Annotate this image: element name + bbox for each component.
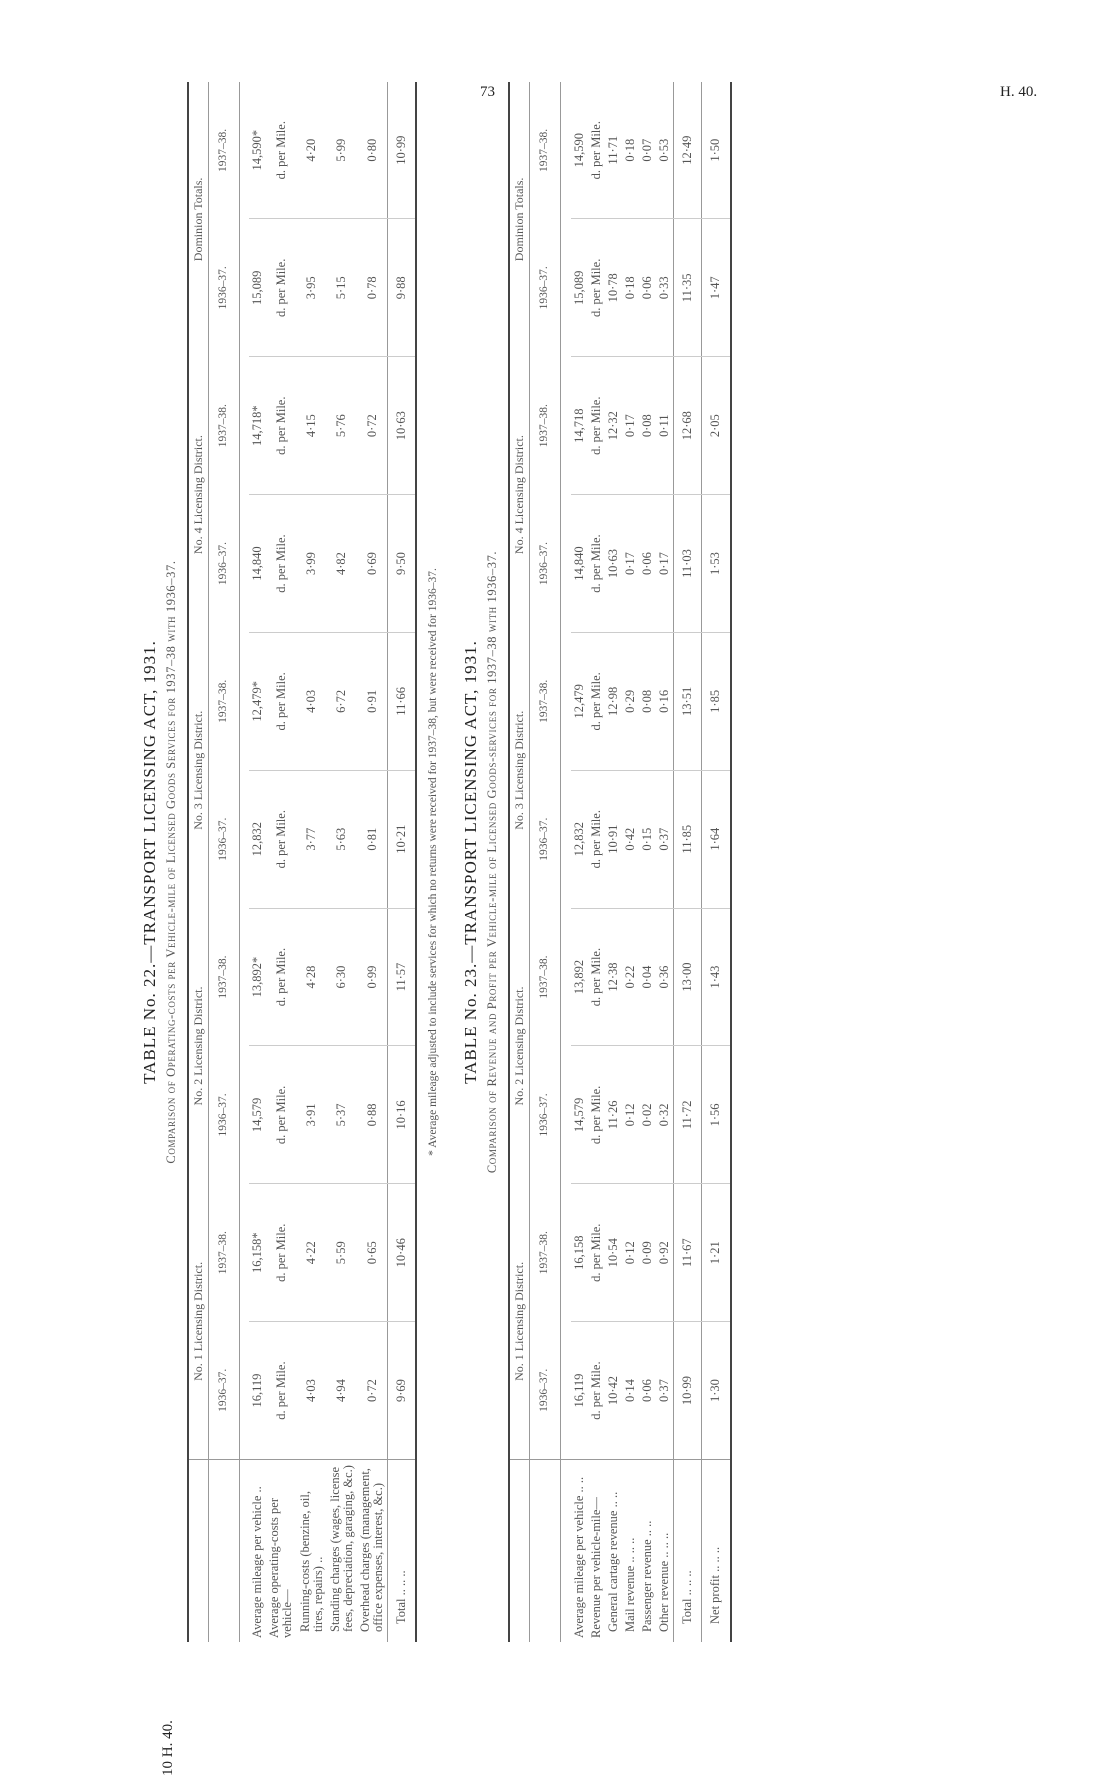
table-23-year: 1937–38. (530, 82, 561, 219)
cell: d. per Mile. (266, 1046, 296, 1184)
table-row (297, 82, 327, 1642)
cell: 14,718* (249, 357, 266, 495)
table-23-corner-2 (530, 1460, 561, 1643)
table-22-subtitle: Comparison of Operating-costs per Vehicle-mile of Licensed Goods Services for 1937–38 with 1936–37. (164, 560, 178, 1164)
cell: 3·77 (297, 770, 327, 908)
cell: 11·67 (674, 1184, 702, 1322)
cell: 1·50 (702, 82, 731, 219)
table-23 (508, 82, 731, 1642)
cell: 0·06 (639, 495, 656, 633)
cell: 10·63 (605, 495, 622, 633)
cell: 0·04 (639, 908, 656, 1046)
cell: d. per Mile. (266, 495, 296, 633)
table-22-group-4: No. 4 Licensing District. (188, 357, 208, 633)
cell: 0·99 (357, 908, 388, 1046)
cell: 5·37 (327, 1046, 357, 1184)
cell: 10·46 (388, 1184, 417, 1322)
cell: 0·72 (357, 357, 388, 495)
cell: 0·18 (622, 219, 639, 357)
table-23-group-2: No. 2 Licensing District. (509, 908, 529, 1184)
table-22-year: 1937–38. (208, 1184, 239, 1322)
cell: 4·03 (297, 632, 327, 770)
cell: 0·14 (622, 1322, 639, 1460)
cell: 0·81 (357, 770, 388, 908)
table-22-group-1: No. 1 Licensing District. (188, 1184, 208, 1460)
cell: 0·32 (656, 1046, 674, 1184)
cell: 13,892* (249, 908, 266, 1046)
cell: d. per Mile. (588, 219, 605, 357)
row-label: Average mileage per vehicle .. (249, 1460, 266, 1643)
page-number-top: 73 (480, 84, 495, 100)
cell: 11·03 (674, 495, 702, 633)
table-row (266, 82, 296, 1642)
tables-sheet (140, 82, 1040, 1642)
table-22-year: 1937–38. (208, 357, 239, 495)
cell: 0·12 (622, 1046, 639, 1184)
cell: 16,158 (571, 1184, 588, 1322)
table-23-year: 1937–38. (530, 632, 561, 770)
table-23-subtitle: Comparison of Revenue and Profit per Vehicle-mile of Licensed Goods-services for 1937–38 with 1936–37. (485, 550, 500, 1174)
cell: 11·72 (674, 1046, 702, 1184)
table-23-year: 1937–38. (530, 1184, 561, 1322)
table-row (656, 82, 674, 1642)
cell: 10·91 (605, 770, 622, 908)
cell: 4·82 (327, 495, 357, 633)
cell: 1·47 (702, 219, 731, 357)
row-label: Net profit .. .. .. (702, 1460, 731, 1643)
cell: 1·30 (702, 1322, 731, 1460)
cell: 16,158* (249, 1184, 266, 1322)
cell: 0·17 (622, 495, 639, 633)
cell: d. per Mile. (588, 121, 603, 180)
cell: 9·50 (388, 495, 417, 633)
cell: 11·26 (605, 1046, 622, 1184)
cell: 0·07 (640, 138, 655, 162)
cell: 5·59 (327, 1184, 357, 1322)
cell: 0·33 (656, 219, 674, 357)
table-22-year: 1937–38. (208, 632, 239, 770)
cell: 12·38 (605, 908, 622, 1046)
row-label: Total .. .. .. (388, 1460, 417, 1643)
table-row (327, 82, 357, 1642)
table-23-year: 1937–38. (530, 357, 561, 495)
cell: 3·95 (297, 219, 327, 357)
cell: 0·29 (622, 632, 639, 770)
cell: 10·63 (388, 357, 417, 495)
cell: d. per Mile. (588, 1184, 605, 1322)
cell: 13·51 (674, 632, 702, 770)
cell: 0·08 (639, 357, 656, 495)
cell: d. per Mile. (588, 357, 605, 495)
cell: 4·22 (297, 1184, 327, 1322)
table-23-group-4: No. 4 Licensing District. (509, 357, 529, 633)
table-row (249, 82, 266, 1642)
row-label: Mail revenue .. .. .. (622, 1460, 639, 1643)
cell: 10·78 (605, 219, 622, 357)
cell: 0·37 (656, 770, 674, 908)
table-22-year: 1936–37. (208, 495, 239, 633)
table-23-year: 1936–37. (530, 219, 561, 357)
table-22-year: 1936–37. (208, 1046, 239, 1184)
table-22-footnote: * Average mileage adjusted to include services for which no returns were received for 1937–38, but were received for 1936–37. (427, 568, 440, 1156)
cell: 0·80 (364, 138, 379, 162)
table-22-year: 1937–38. (208, 908, 239, 1046)
cell: 1·85 (702, 632, 731, 770)
cell: 15,089 (571, 219, 588, 357)
cell: 4·28 (297, 908, 327, 1046)
cell: 12,832 (249, 770, 266, 908)
cell: 2·05 (702, 357, 731, 495)
cell: 5·76 (327, 357, 357, 495)
cell: 5·63 (327, 770, 357, 908)
table-23-year: 1936–37. (530, 495, 561, 633)
table-22-group-3: No. 3 Licensing District. (188, 632, 208, 908)
cell: 10·99 (674, 1322, 702, 1460)
cell: 13·00 (674, 908, 702, 1046)
table-22-corner-2 (208, 1460, 239, 1643)
cell: 11·66 (388, 632, 417, 770)
cell: 5·99 (334, 138, 349, 162)
net-profit-row (702, 82, 731, 1642)
cell: 13,892 (571, 908, 588, 1046)
cell: 10·99 (388, 82, 417, 219)
table-23-block (461, 82, 731, 1642)
total-row (388, 82, 417, 1642)
cell: 0·09 (639, 1184, 656, 1322)
row-label: Passenger revenue .. .. (639, 1460, 656, 1643)
cell: 12·98 (605, 632, 622, 770)
table-row (639, 82, 656, 1642)
row-label: Other revenue .. .. .. (656, 1460, 674, 1643)
cell: 0·72 (357, 1322, 388, 1460)
cell: 0·06 (639, 219, 656, 357)
cell: d. per Mile. (266, 770, 296, 908)
table-row (571, 82, 588, 1642)
table-23-title: TABLE No. 23.—TRANSPORT LICENSING ACT, 1931. (461, 640, 481, 1084)
table-23-group-5: Dominion Totals. (509, 82, 529, 357)
cell: 0·22 (622, 908, 639, 1046)
cell: 0·16 (656, 632, 674, 770)
table-23-year: 1936–37. (530, 1322, 561, 1460)
cell: 6·72 (327, 632, 357, 770)
cell: 11·71 (605, 135, 620, 165)
row-label: Overhead charges (management, office expenses, interest, &c.) (357, 1460, 388, 1643)
cell: 15,089 (249, 219, 266, 357)
row-label: Revenue per vehicle-mile— (588, 1460, 605, 1643)
cell: 3·91 (297, 1046, 327, 1184)
cell: 12,479* (249, 632, 266, 770)
table-22-group-2: No. 2 Licensing District. (188, 908, 208, 1184)
cell: 0·91 (357, 632, 388, 770)
table-22-title: TABLE No. 22.—TRANSPORT LICENSING ACT, 1931. (140, 640, 159, 1084)
cell: 12·68 (674, 357, 702, 495)
cell: d. per Mile. (588, 1322, 605, 1460)
total-row (674, 82, 702, 1642)
cell: 0·12 (622, 1184, 639, 1322)
cell: 10·21 (388, 770, 417, 908)
table-22-year: 1937–38. (208, 82, 239, 219)
cell: 0·78 (357, 219, 388, 357)
cell: 1·64 (702, 770, 731, 908)
cell: 12,479 (571, 632, 588, 770)
cell: d. per Mile. (266, 1322, 296, 1460)
cell: 14,840 (571, 495, 588, 633)
cell: 0·17 (622, 357, 639, 495)
table-23-year: 1937–38. (530, 908, 561, 1046)
cell: 1·43 (702, 908, 731, 1046)
cell: 11·35 (674, 219, 702, 357)
cell: 0·17 (656, 495, 674, 633)
cell: 14,579 (249, 1046, 266, 1184)
table-22-corner (188, 1460, 208, 1643)
cell: 1·53 (702, 495, 731, 633)
cell: 0·53 (657, 138, 672, 162)
table-row (588, 82, 605, 1642)
table-row (622, 82, 639, 1642)
cell: 14,718 (571, 357, 588, 495)
cell: 5·15 (327, 219, 357, 357)
cell: 1·21 (702, 1184, 731, 1322)
table-22-group-5: Dominion Totals. (188, 82, 208, 357)
cell: 12,832 (571, 770, 588, 908)
page-code-top-right: H. 40. (1000, 84, 1038, 100)
cell: 0·18 (622, 138, 637, 162)
cell: 0·88 (357, 1046, 388, 1184)
row-label: Running-costs (benzine, oil, tires, repairs) .. (297, 1460, 327, 1643)
cell: 12·49 (674, 82, 702, 219)
page-code-bottom-left: 10 H. 40. (160, 1720, 176, 1776)
cell: 0·11 (656, 357, 674, 495)
cell: 4·15 (297, 357, 327, 495)
cell: 4·94 (327, 1322, 357, 1460)
cell: d. per Mile. (266, 219, 296, 357)
cell: 14,579 (571, 1046, 588, 1184)
cell: 0·69 (357, 495, 388, 633)
table-22-block (140, 82, 439, 1642)
table-22-year: 1936–37. (208, 770, 239, 908)
table-22-year: 1936–37. (208, 1322, 239, 1460)
cell: 1·56 (702, 1046, 731, 1184)
cell: d. per Mile. (588, 495, 605, 633)
cell: 6·30 (327, 908, 357, 1046)
row-label: Standing charges (wages, license fees, depreciation, garaging, &c.) (327, 1460, 357, 1643)
cell: d. per Mile. (266, 357, 296, 495)
cell: 0·15 (639, 770, 656, 908)
table-row (357, 82, 388, 1642)
cell: 14,840 (249, 495, 266, 633)
cell: 16,119 (571, 1322, 588, 1460)
row-label: Average operating-costs per vehicle— (266, 1460, 296, 1643)
table-row (605, 82, 622, 1642)
cell: 0·36 (656, 908, 674, 1046)
cell: d. per Mile. (266, 632, 296, 770)
table-23-group-3: No. 3 Licensing District. (509, 632, 529, 908)
table-23-group-1: No. 1 Licensing District. (509, 1184, 529, 1460)
cell: d. per Mile. (273, 121, 288, 180)
cell: 11·85 (674, 770, 702, 908)
cell: d. per Mile. (266, 908, 296, 1046)
table-23-year: 1936–37. (530, 770, 561, 908)
cell: 10·16 (388, 1046, 417, 1184)
cell: d. per Mile. (266, 1184, 296, 1322)
cell: 14,590* (250, 129, 265, 171)
cell: 11·57 (388, 908, 417, 1046)
cell: 0·02 (639, 1046, 656, 1184)
cell: 4·03 (297, 1322, 327, 1460)
table-22 (187, 82, 417, 1642)
cell: 16,119 (249, 1322, 266, 1460)
cell: 3·99 (297, 495, 327, 633)
cell: 9·88 (388, 219, 417, 357)
cell: 10·42 (605, 1322, 622, 1460)
cell: d. per Mile. (588, 770, 605, 908)
cell: 0·42 (622, 770, 639, 908)
cell: 9·69 (388, 1322, 417, 1460)
cell: 0·06 (639, 1322, 656, 1460)
cell: 0·65 (357, 1184, 388, 1322)
cell: d. per Mile. (588, 632, 605, 770)
table-22-year: 1936–37. (208, 219, 239, 357)
table-23-corner (509, 1460, 529, 1643)
cell: 10·54 (605, 1184, 622, 1322)
row-label: General cartage revenue .. .. (605, 1460, 622, 1643)
cell: d. per Mile. (588, 1046, 605, 1184)
cell: 12·32 (605, 357, 622, 495)
cell: 0·08 (639, 632, 656, 770)
row-label: Total .. .. .. (674, 1460, 702, 1643)
table-23-year: 1936–37. (530, 1046, 561, 1184)
cell: 0·92 (656, 1184, 674, 1322)
row-label: Average mileage per vehicle .. .. (571, 1460, 588, 1643)
cell: 14,590 (571, 133, 586, 168)
cell: d. per Mile. (588, 908, 605, 1046)
cell: 4·20 (304, 138, 319, 162)
cell: 0·37 (656, 1322, 674, 1460)
